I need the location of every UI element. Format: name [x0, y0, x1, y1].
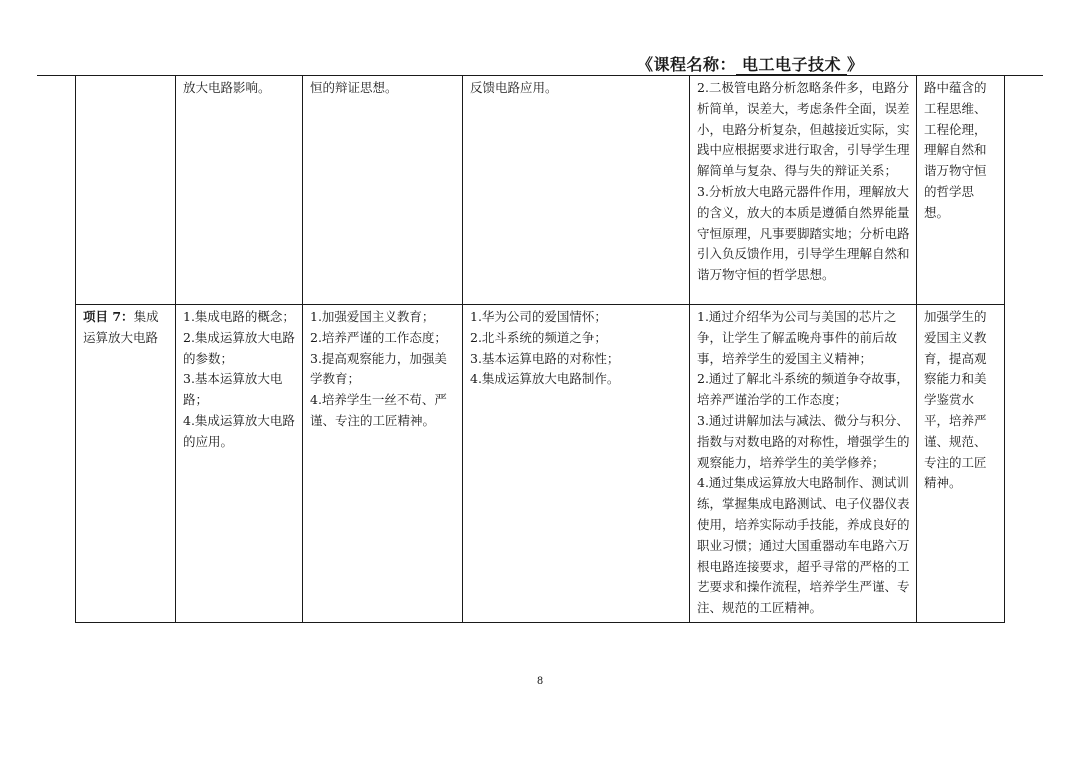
course-header-prefix: 《课程名称： [637, 55, 737, 74]
project-name: 集成运算放大电路 [83, 309, 159, 345]
outcomes-cell [917, 76, 1005, 305]
knowledge-point: 3.基本运算放大电路； [183, 371, 283, 408]
knowledge-points-cell [176, 305, 303, 623]
case-item: 反馈电路应用。 [470, 80, 558, 95]
ideological-goals-cell [303, 76, 463, 305]
course-header-suffix: 》 [847, 55, 864, 74]
ideological-goal: 1.加强爱国主义教育； [310, 309, 435, 324]
page-number: 8 [536, 676, 544, 687]
knowledge-points-cell [176, 76, 303, 305]
outcome-text: 加强学生的爱国主义教育，提高观察能力和美学鉴赏水平，培养严谨、规范、专注的工匠精神。 [924, 309, 987, 491]
case-item: 4.集成运算放大电路制作。 [470, 371, 620, 387]
table-row [76, 305, 1005, 623]
knowledge-point: 4.集成运算放大电路的应用。 [183, 412, 295, 449]
course-name-value: 电工电子技术 [736, 56, 847, 75]
outcomes-cell [917, 305, 1005, 623]
outcome-text: 路中蕴含的工程思维、工程伦理，理解自然和谐万物守恒的哲学思想。 [924, 80, 987, 220]
ideological-goal: 3.提高观察能力，加强美学教育； [310, 350, 447, 387]
table-row [76, 76, 1005, 305]
knowledge-point: 放大电路影响。 [183, 80, 271, 95]
case-item: 1.华为公司的爱国情怀； [470, 309, 607, 324]
ideological-goal: 恒的辩证思想。 [310, 80, 398, 95]
project-cell [76, 305, 176, 623]
methods-cell [690, 305, 917, 623]
project-cell [76, 76, 176, 305]
cases-cell [463, 305, 690, 623]
project-label: 项目 7： [83, 309, 134, 324]
course-name-header [637, 52, 864, 75]
method-item: 2.二极管电路分析忽略条件多，电路分析简单，误差大，考虑条件全面，误差小，电路分析复杂，但越接近实际，实践中应根据要求进行取舍，引导学生理解简单与复杂、得与失的辩证关系； [697, 80, 910, 179]
methods-cell [690, 76, 917, 305]
cases-cell [463, 76, 690, 305]
method-item: 2.通过了解北斗系统的频道争夺故事，培养严谨治学的工作态度； [697, 371, 909, 408]
method-item: 1.通过介绍华为公司与美国的芯片之争，让学生了解孟晚舟事件的前后故事，培养学生的爱国主义精神； [697, 309, 898, 366]
method-item: 4.通过集成运算放大电路制作、测试训练，掌握集成电路测试、电子仪器仪表使用，培养实际动手技能，养成良好的职业习惯；通过大国重器动车电路六万根电路连接要求，超乎寻常的严格的工艺要求和操作流程，培养学生严谨、专注、规范的工匠精神。 [697, 475, 910, 616]
lesson-plan-table [75, 75, 1005, 623]
knowledge-point: 1.集成电路的概念； [183, 309, 295, 324]
method-item: 3.通过讲解加法与减法、微分与积分、指数与对数电路的对称性，增强学生的观察能力，培养学生的美学修养； [697, 412, 910, 470]
knowledge-point: 2.集成运算放大电路的参数； [183, 329, 295, 366]
case-item: 2.北斗系统的频道之争； [470, 329, 607, 345]
ideological-goal: 2.培养严谨的工作态度； [310, 329, 447, 345]
case-item: 3.基本运算电路的对称性； [470, 350, 620, 366]
ideological-goal: 4.培养学生一丝不苟、严谨、专注的工匠精神。 [310, 392, 447, 428]
ideological-goals-cell [303, 305, 463, 623]
method-item: 3.分析放大电路元器件作用，理解放大的含义，放大的本质是遵循自然界能量守恒原理，凡事要脚踏实地；分析电路引入负反馈作用，引导学生理解自然和谐万物守恒的哲学思想。 [697, 183, 910, 283]
